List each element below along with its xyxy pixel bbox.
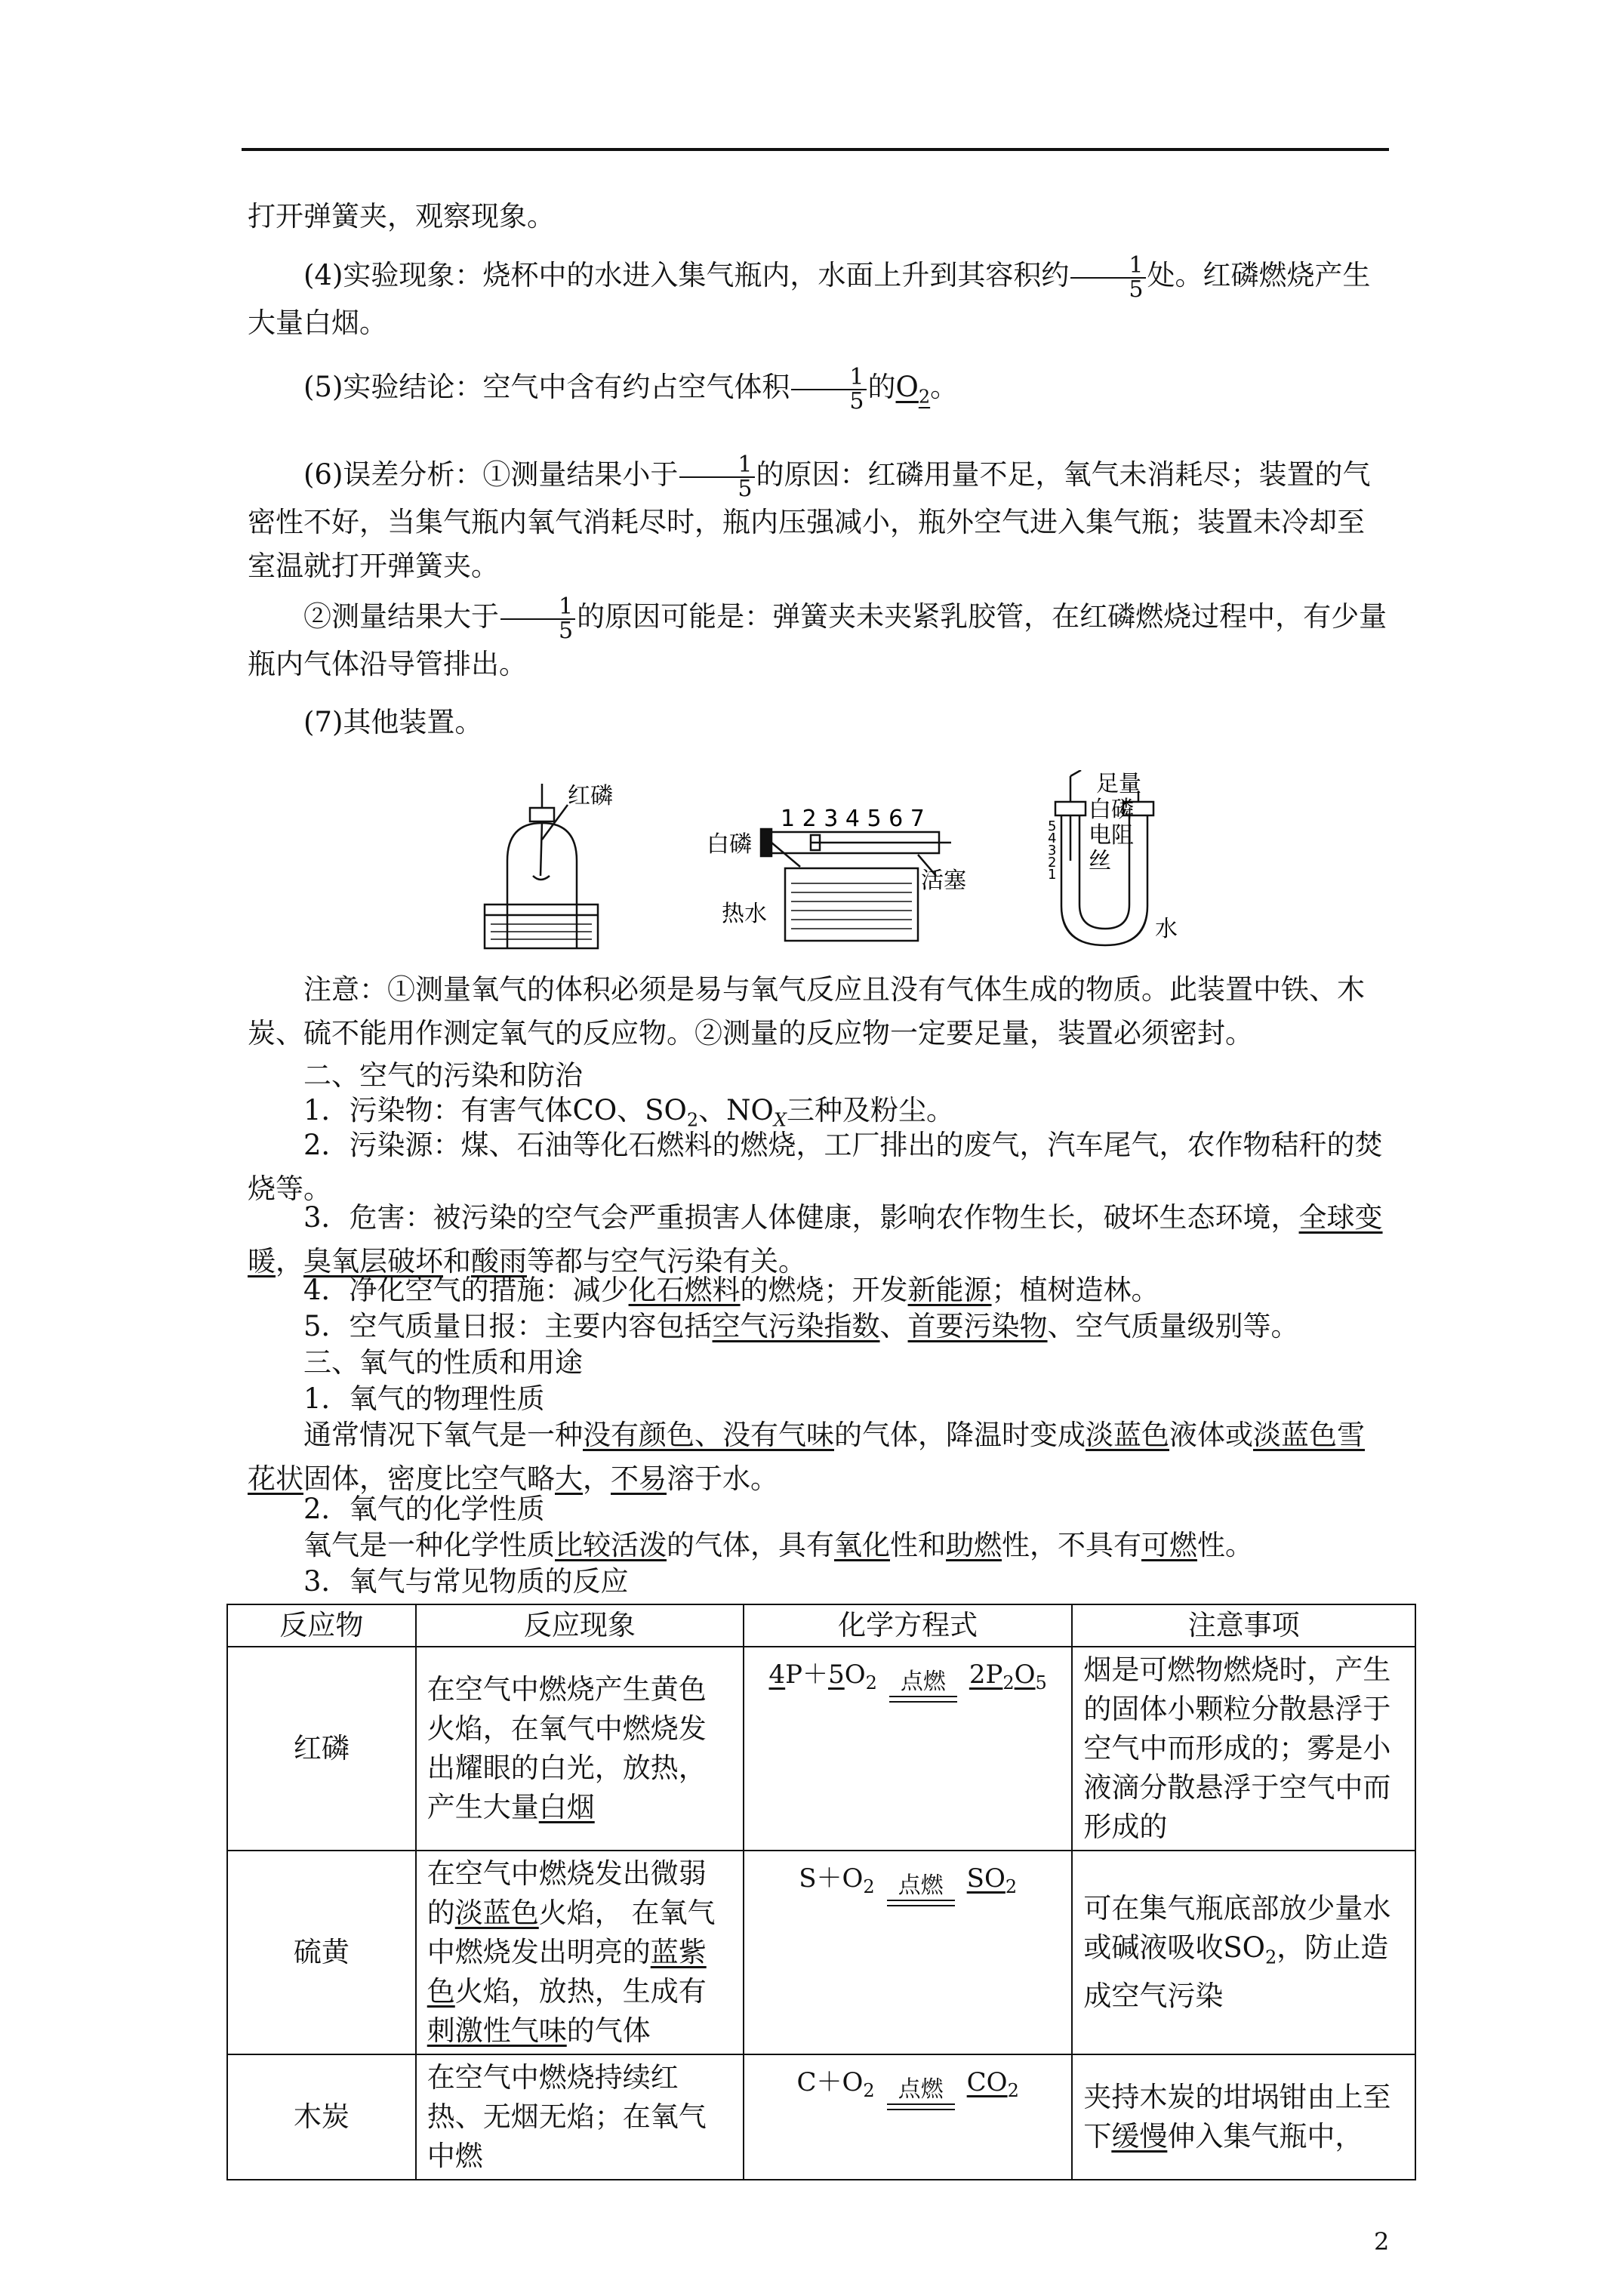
paragraph-air-quality: 5．空气质量日报：主要内容包括空气污染指数、首要污染物、空气质量级别等。	[303, 1310, 1299, 1342]
section-heading: 二、空气的污染和防治	[303, 1059, 583, 1092]
paragraph-pollution-sources: 2．污染源：煤、石油等化石燃料的燃烧，工厂排出的废气，汽车尾气，农作物秸秆的焚烧等。	[248, 1129, 1383, 1205]
svg-text:4: 4	[1048, 831, 1057, 846]
header-reactant: 反应物	[227, 1604, 416, 1647]
page-number: 2	[1374, 2227, 1390, 2256]
cell-phenomenon: 在空气中燃烧持续红热、无烟无焰；在氧气中燃	[416, 2054, 744, 2180]
fraction: $\frac{1}{5}$	[500, 596, 575, 643]
table-row	[227, 2054, 1415, 2180]
cell-equation	[744, 2054, 1072, 2180]
paragraph-chemical-properties: 氧气是一种化学性质比较活泼的气体，具有氧化性和助燃性，不具有可燃性。	[303, 1529, 1253, 1561]
label-piston: 活塞	[921, 868, 966, 894]
svg-text:5: 5	[1048, 818, 1057, 834]
paragraph-pollutants: 1．污染物：有害气体CO、$SO_2$、$NO_X$三种及粉尘。	[303, 1094, 954, 1131]
paragraph-experiment-phenomenon: (4)实验现象：烧杯中的水进入集气瓶内，水面上升到其容积约 $\frac{1}{5}$ 处。红磷燃烧产生大量白烟。	[248, 251, 1371, 339]
subheading: 2．氧气的化学性质	[303, 1493, 545, 1525]
subheading: 1．氧气的物理性质	[303, 1382, 545, 1415]
header-phenomenon: 反应现象	[416, 1604, 744, 1647]
syringe-scale: 1 2 3 4 5 6 7	[781, 806, 925, 832]
cell-reactant: 硫黄	[227, 1851, 416, 2054]
cell-phenomenon: 在空气中燃烧产生黄色火焰，在氧气中燃烧发出耀眼的白光，放热，产生大量白烟	[416, 1647, 744, 1851]
chemical-equation: $C+O_2$ 点燃 $CO_2$	[797, 2063, 1019, 2110]
label-u-tube-4: 丝	[1089, 848, 1111, 874]
label-red-phosphorus: 红磷	[568, 783, 613, 809]
section-heading: 三、氧气的性质和用途	[303, 1346, 583, 1379]
paragraph-error-analysis: (6)误差分析：①测量结果小于 $\frac{1}{5}$ 的原因：红磷用量不足，氧气未消耗尽；装置的气密性不好，当集气瓶内氧气消耗尽时，瓶内压强减小，瓶外空气进入集气瓶；装置未冷却至室温就打开弹簧夹。	[248, 451, 1371, 582]
label-u-tube-3: 电阻	[1089, 822, 1134, 849]
paragraph-experiment-conclusion: (5)实验结论：空气中含有约占空气体积 $\frac{1}{5}$ 的$O_2$。	[303, 363, 959, 415]
paragraph-note: 注意：①测量氧气的体积必须是易与氧气反应且没有气体生成的物质。此装置中铁、木炭、硫不能用作测定氧气的反应物。②测量的反应物一定要足量，装置必须密封。	[248, 973, 1365, 1049]
header-rule	[242, 148, 1389, 151]
subheading: 3．氧气与常见物质的反应	[303, 1565, 629, 1598]
reaction-condition: 点燃	[887, 1875, 955, 1906]
chemical-equation: $S+O_2$ 点燃 $SO_2$	[799, 1859, 1017, 1906]
svg-text:1: 1	[1048, 867, 1057, 883]
cell-reactant: 红磷	[227, 1647, 416, 1851]
label-u-tube-1: 足量	[1096, 771, 1141, 797]
cell-phenomenon: 在空气中燃烧发出微弱的淡蓝色火焰， 在氧气中燃烧发出明亮的蓝紫色火焰，放热，生成有刺激性气味的气体	[416, 1851, 744, 2054]
cell-notes: 可在集气瓶底部放少量水或碱液吸收$SO_2$，防止造成空气污染	[1072, 1851, 1415, 2054]
cell-reactant: 木炭	[227, 2054, 416, 2180]
cell-notes: 烟是可燃物燃烧时，产生的固体小颗粒分散悬浮于空气中而形成的；雾是小液滴分散悬浮于空气中而形成的	[1072, 1647, 1415, 1851]
paragraph-hazards: 3．危害：被污染的空气会严重损害人体健康，影响农作物生长，破坏生态环境，全球变暖，臭氧层破坏和酸雨等都与空气污染有关。	[248, 1201, 1383, 1277]
cell-equation	[744, 1647, 1072, 1851]
svg-text:3: 3	[1048, 843, 1057, 858]
paragraph-physical-properties: 通常情况下氧气是一种没有颜色、没有气味的气体，降温时变成淡蓝色液体或淡蓝色雪花状固体，密度比空气略大，不易溶于水。	[248, 1419, 1365, 1495]
header-equation: 化学方程式	[744, 1604, 1072, 1647]
label-water: 水	[1155, 916, 1178, 942]
paragraph: 打开弹簧夹，观察现象。	[248, 200, 555, 233]
label-hot-water: 热水	[722, 901, 767, 927]
cell-notes: 夹持木炭的坩埚钳由上至下缓慢伸入集气瓶中，	[1072, 2054, 1415, 2180]
label-white-phosphorus: 白磷	[707, 831, 752, 858]
paragraph-measures: 4．净化空气的措施：减少化石燃料的燃烧；开发新能源；植树造林。	[303, 1274, 1160, 1306]
fraction: $\frac{1}{5}$	[791, 366, 866, 413]
table-row	[227, 1851, 1415, 2054]
u-tube-scale	[1048, 818, 1056, 883]
header-notes: 注意事项	[1072, 1604, 1415, 1647]
reaction-condition: 点燃	[887, 2079, 955, 2110]
paragraph: (7)其他装置。	[303, 706, 483, 738]
apparatus-figures	[468, 770, 1404, 951]
label-u-tube-2: 白磷	[1089, 797, 1134, 823]
chemical-equation: $4P+5O_2$ 点燃 $2P_2O_5$	[769, 1655, 1047, 1703]
cell-equation	[744, 1851, 1072, 2054]
fraction: $\frac{1}{5}$	[1070, 254, 1145, 301]
table-header-row	[227, 1604, 1415, 1647]
paragraph-error-analysis-2: ②测量结果大于 $\frac{1}{5}$ 的原因可能是：弹簧夹未夹紧乳胶管，在红磷燃烧过程中，有少量瓶内气体沿导管排出。	[248, 593, 1387, 680]
svg-text:2: 2	[1048, 855, 1057, 871]
fraction: $\frac{1}{5}$	[679, 454, 754, 501]
reaction-table	[226, 1604, 1416, 2180]
reaction-condition: 点燃	[889, 1671, 957, 1703]
table-row	[227, 1647, 1415, 1851]
